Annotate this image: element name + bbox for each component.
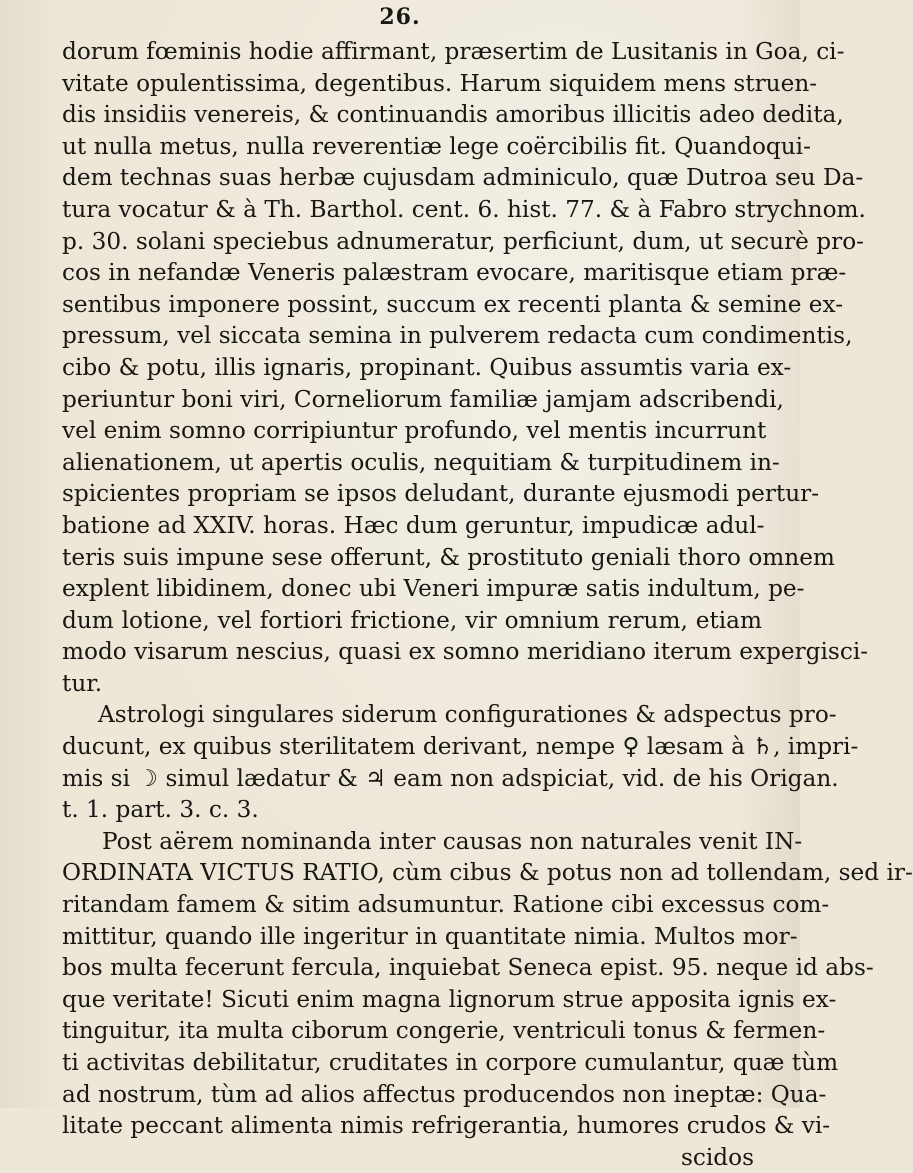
text-line: dorum fœminis hodie affirmant, præsertim de Lusitanis in Goa, ci- [62, 38, 845, 65]
paragraph-start-line: Astrologi singulares siderum configurationes & adspectus pro- [98, 701, 837, 729]
text-line: tinguitur, ita multa ciborum congerie, ventriculi tonus & fermen- [62, 1017, 826, 1045]
text-line: spicientes propriam se ipsos deludant, durante ejusmodi pertur- [62, 480, 820, 508]
text-line: vel enim somno corripiuntur profundo, vel mentis incurrunt [62, 417, 767, 445]
paragraph-start-line: Post aërem nominanda inter causas non naturales venit IN- [102, 827, 803, 855]
text-line: vitate opulentissima, degentibus. Harum siquidem mens struen- [62, 69, 818, 97]
text-line: mittitur, quando ille ingeritur in quantitate nimia. Multos mor- [62, 922, 798, 950]
text-line: dum lotione, vel fortiori frictione, vir omnium rerum, etiam [62, 606, 762, 634]
text-line: teris suis impune sese offerunt, & prostituto geniali thoro omnem [62, 543, 835, 571]
text-line: mis si ☽ simul lædatur & ♃ eam non adspiciat, vid. de his Origan. [62, 764, 839, 792]
text-line: p. 30. solani speciebus adnumeratur, perficiunt, dum, ut securè pro- [62, 227, 864, 255]
text-line: pressum, vel siccata semina in pulverem redacta cum condimentis, [62, 322, 853, 350]
text-line: cos in nefandæ Veneris palæstram evocare, maritisque etiam præ- [62, 259, 847, 287]
body-text [62, 36, 913, 1173]
text-line: alienationem, ut apertis oculis, nequitiam & turpitudinem in- [62, 448, 780, 476]
text-line: ut nulla metus, nulla reverentiæ lege coërcibilis fit. Quandoqui- [62, 132, 811, 160]
text-line: ritandam famem & sitim adsumuntur. Ratione cibi excessus com- [62, 891, 830, 919]
text-line: sentibus imponere possint, succum ex recenti planta & semine ex- [62, 290, 844, 318]
page-number: 26. [379, 4, 421, 30]
text-line: periuntur boni viri, Corneliorum familiæ jamjam adscribendi, [62, 385, 784, 413]
text-line: ORDINATA VICTUS RATIO, cùm cibus & potus non ad tollendam, sed ir- [62, 859, 913, 887]
text-line: dem technas suas herbæ cujusdam adminiculo, quæ Dutroa seu Da- [62, 164, 864, 192]
text-line: bos multa fecerunt fercula, inquiebat Seneca epist. 95. neque id abs- [62, 954, 874, 982]
text-line: que veritate! Sicuti enim magna lignorum strue apposita ignis ex- [62, 985, 837, 1013]
text-line: ad nostrum, tùm ad alios affectus producendos non ineptæ: Qua- [62, 1080, 827, 1108]
text-line: ducunt, ex quibus sterilitatem derivant, nempe ♀ læsam à ♄, impri- [62, 733, 859, 761]
text-line: dis insidiis venereis, & continuandis amoribus illicitis adeo dedita, [62, 101, 844, 129]
text-line: explent libidinem, donec ubi Veneri impuræ satis indultum, pe- [62, 575, 805, 603]
text-line: tura vocatur & à Th. Barthol. cent. 6. hist. 77. & à Fabro strychnom. [62, 195, 866, 223]
text-line: cibo & potu, illis ignaris, propinant. Quibus assumtis varia ex- [62, 353, 792, 381]
text-line: batione ad XXIV. horas. Hæc dum geruntur, impudicæ adul- [62, 511, 765, 539]
text-line: t. 1. part. 3. c. 3. [62, 796, 259, 824]
text-line: tur. [62, 669, 103, 697]
text-line: ti activitas debilitatur, cruditates in corpore cumulantur, quæ tùm [62, 1049, 839, 1076]
text-line: modo visarum nescius, quasi ex somno meridiano iterum expergisci- [62, 638, 869, 666]
text-line: litate peccant alimenta nimis refrigerantia, humores crudos & vi- [62, 1112, 831, 1140]
catchword-line: scidos [680, 1143, 754, 1171]
